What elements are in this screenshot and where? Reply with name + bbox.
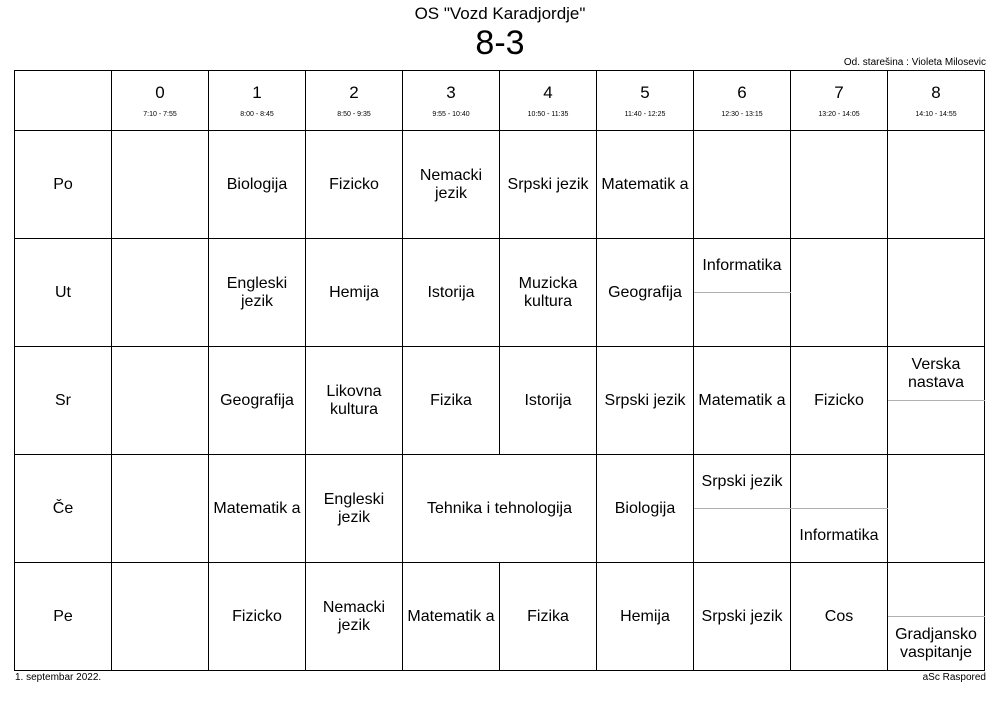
period-header-6 — [694, 71, 791, 131]
lesson-cell: Biologija — [209, 131, 306, 239]
lesson-cell: Matematik a — [597, 131, 694, 239]
lesson-cell: Hemija — [597, 563, 694, 671]
lesson-cell-group-b: Informatika — [791, 509, 888, 563]
period-number: 3 — [446, 82, 456, 102]
lesson-cell: Matematik a — [209, 455, 306, 563]
lesson-cell: Matematik a — [694, 347, 791, 455]
lesson-cell-empty — [694, 131, 791, 239]
lesson-cell-group-a: Verska nastava — [888, 347, 985, 401]
lesson-cell: Nemacki jezik — [403, 131, 500, 239]
lesson-cell-double: Tehnika i tehnologija — [403, 455, 597, 563]
school-name: OS "Vozd Karadjordje" — [414, 4, 586, 23]
lesson-cell-empty — [112, 131, 209, 239]
lesson-cell-empty — [888, 455, 985, 563]
lesson-cell: Fizicko — [209, 563, 306, 671]
lesson-cell-empty — [112, 563, 209, 671]
lesson-cell: Cos — [791, 563, 888, 671]
lesson-cell-group-b: Gradjansko vaspitanje — [888, 617, 985, 671]
period-number: 0 — [155, 82, 165, 102]
period-time: 13:20 - 14:05 — [818, 110, 860, 118]
lesson-cell: Matematik a — [403, 563, 500, 671]
day-label-sr: Sr — [15, 347, 112, 455]
day-row-ut — [15, 239, 985, 293]
lesson-cell-empty — [888, 239, 985, 347]
period-header-0 — [112, 71, 209, 131]
day-label-ce: Če — [15, 455, 112, 563]
period-time: 12:30 - 13:15 — [721, 110, 763, 118]
lesson-cell: Istorija — [500, 347, 597, 455]
class-title: 8-3 — [475, 24, 525, 62]
lesson-cell-group-b-empty — [694, 509, 791, 563]
lesson-cell: Geografija — [597, 239, 694, 347]
lesson-cell-group-b-empty — [888, 401, 985, 455]
header-row — [15, 71, 985, 131]
period-header-4 — [500, 71, 597, 131]
lesson-cell-empty — [888, 131, 985, 239]
period-number: 6 — [737, 82, 747, 102]
period-time: 14:10 - 14:55 — [915, 110, 957, 118]
period-header-3 — [403, 71, 500, 131]
lesson-cell-empty — [791, 131, 888, 239]
lesson-cell: Hemija — [306, 239, 403, 347]
lesson-cell: Engleski jezik — [209, 239, 306, 347]
lesson-cell: Fizicko — [306, 131, 403, 239]
timetable — [14, 70, 985, 671]
period-number: 8 — [931, 82, 941, 102]
lesson-cell: Muzicka kultura — [500, 239, 597, 347]
period-header-7 — [791, 71, 888, 131]
lesson-cell: Srpski jezik — [597, 347, 694, 455]
day-row-ce — [15, 455, 985, 509]
period-time: 9:55 - 10:40 — [432, 110, 470, 118]
period-time: 8:00 - 8:45 — [240, 110, 274, 118]
lesson-cell-empty — [112, 455, 209, 563]
lesson-cell: Likovna kultura — [306, 347, 403, 455]
footer-software: aSc Raspored — [922, 672, 986, 683]
lesson-cell: Geografija — [209, 347, 306, 455]
lesson-cell-group-a-empty — [888, 563, 985, 617]
corner-cell — [15, 71, 112, 131]
class-teacher: Od. starešina : Violeta Milosevic — [843, 57, 986, 68]
period-number: 4 — [543, 82, 553, 102]
lesson-cell: Fizika — [500, 563, 597, 671]
lesson-cell-group-a-empty — [791, 455, 888, 509]
period-number: 7 — [834, 82, 844, 102]
footer-date: 1. septembar 2022. — [15, 672, 102, 683]
day-label-po: Po — [15, 131, 112, 239]
lesson-cell: Fizicko — [791, 347, 888, 455]
lesson-cell: Istorija — [403, 239, 500, 347]
period-header-2 — [306, 71, 403, 131]
lesson-cell-group-a: Informatika — [694, 239, 791, 293]
lesson-cell: Engleski jezik — [306, 455, 403, 563]
period-number: 1 — [252, 82, 262, 102]
lesson-cell: Srpski jezik — [500, 131, 597, 239]
day-row-pe — [15, 563, 985, 617]
period-header-8 — [888, 71, 985, 131]
day-label-ut: Ut — [15, 239, 112, 347]
period-number: 2 — [349, 82, 359, 102]
lesson-cell: Biologija — [597, 455, 694, 563]
lesson-cell-group-b-empty — [694, 293, 791, 347]
period-time: 8:50 - 9:35 — [337, 110, 371, 118]
day-row-po — [15, 131, 985, 185]
lesson-cell-group-a: Srpski jezik — [694, 455, 791, 509]
lesson-cell-empty — [791, 239, 888, 347]
lesson-cell: Srpski jezik — [694, 563, 791, 671]
day-row-sr — [15, 347, 985, 401]
period-number: 5 — [640, 82, 650, 102]
lesson-cell: Fizika — [403, 347, 500, 455]
day-label-pe: Pe — [15, 563, 112, 671]
period-time: 11:40 - 12:25 — [624, 110, 666, 118]
lesson-cell-empty — [112, 239, 209, 347]
period-header-5 — [597, 71, 694, 131]
lesson-cell: Nemacki jezik — [306, 563, 403, 671]
period-header-1 — [209, 71, 306, 131]
period-time: 10:50 - 11:35 — [527, 110, 569, 118]
lesson-cell-empty — [112, 347, 209, 455]
period-time: 7:10 - 7:55 — [143, 110, 177, 118]
